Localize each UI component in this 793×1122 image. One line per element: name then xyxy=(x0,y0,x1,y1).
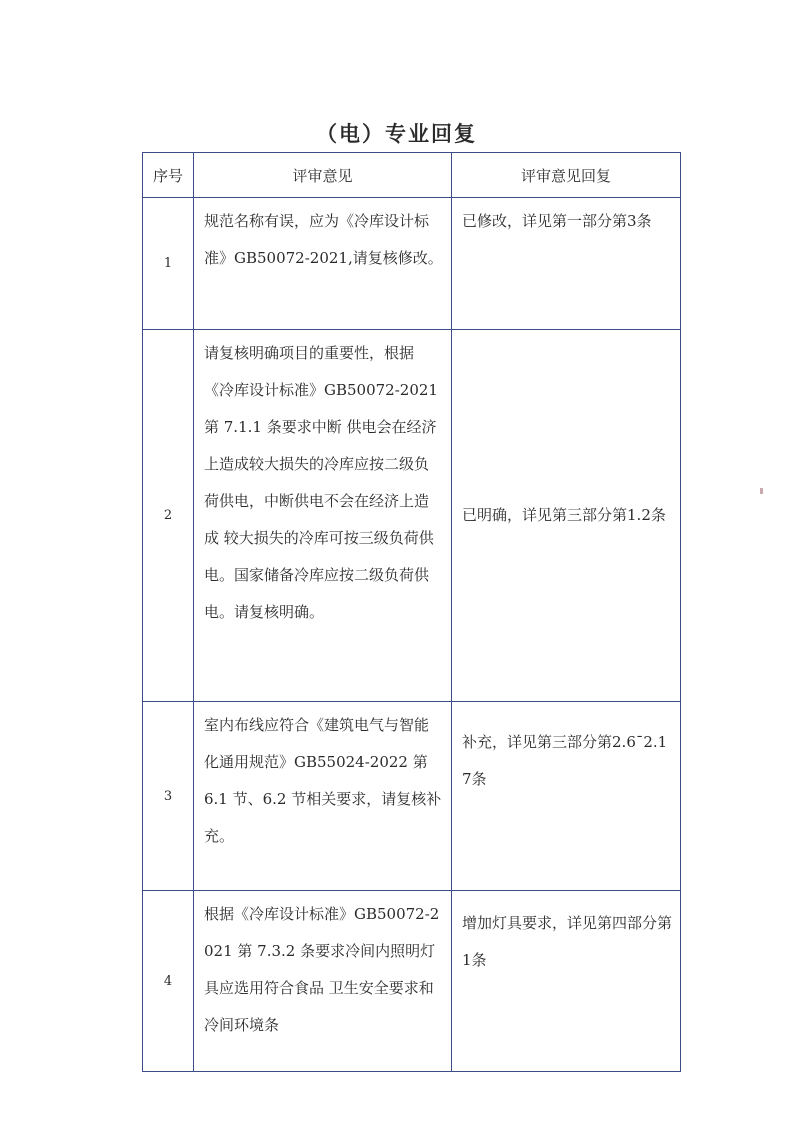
review-reply: 增加灯具要求，详见第四部分第1条 xyxy=(452,891,681,1072)
header-opinion: 评审意见 xyxy=(194,153,452,198)
review-opinion: 规范名称有误，应为《冷库设计标准》GB50072-2021,请复核修改。 xyxy=(194,198,452,330)
table-header-row xyxy=(143,153,681,198)
row-number: 2 xyxy=(143,330,194,702)
review-opinion: 请复核明确项目的重要性，根据《冷库设计标准》GB50072-2021 第 7.1.1 条要求中断 供电会在经济上造成较大损失的冷库应按二级负荷供电，中断供电不会在经济上造成 较大损失的冷库可按三级负荷供电。国家储备冷库应按二级负荷供电。请复核明确。 xyxy=(194,330,452,702)
review-reply: 补充，详见第三部分第2.6¯2.17条 xyxy=(452,702,681,891)
table-row xyxy=(143,702,681,891)
row-number: 3 xyxy=(143,702,194,891)
review-reply: 已修改，详见第一部分第3条 xyxy=(452,198,681,330)
table-row xyxy=(143,330,681,702)
row-number: 4 xyxy=(143,891,194,1072)
scan-mark xyxy=(760,488,763,494)
review-reply: 已明确，详见第三部分第1.2条 xyxy=(452,330,681,702)
table-row xyxy=(143,198,681,330)
review-opinion: 室内布线应符合《建筑电气与智能化通用规范》GB55024-2022 第 6.1 节、6.2 节相关要求，请复核补充。 xyxy=(194,702,452,891)
table-row xyxy=(143,891,681,1072)
header-reply: 评审意见回复 xyxy=(452,153,681,198)
review-table xyxy=(142,152,681,1072)
page-title: （电）专业回复 xyxy=(316,121,477,146)
review-opinion: 根据《冷库设计标准》GB50072-2021 第 7.3.2 条要求冷间内照明灯具应选用符合食品 卫生安全要求和冷间环境条 xyxy=(194,891,452,1072)
header-no: 序号 xyxy=(143,153,194,198)
row-number: 1 xyxy=(143,198,194,330)
